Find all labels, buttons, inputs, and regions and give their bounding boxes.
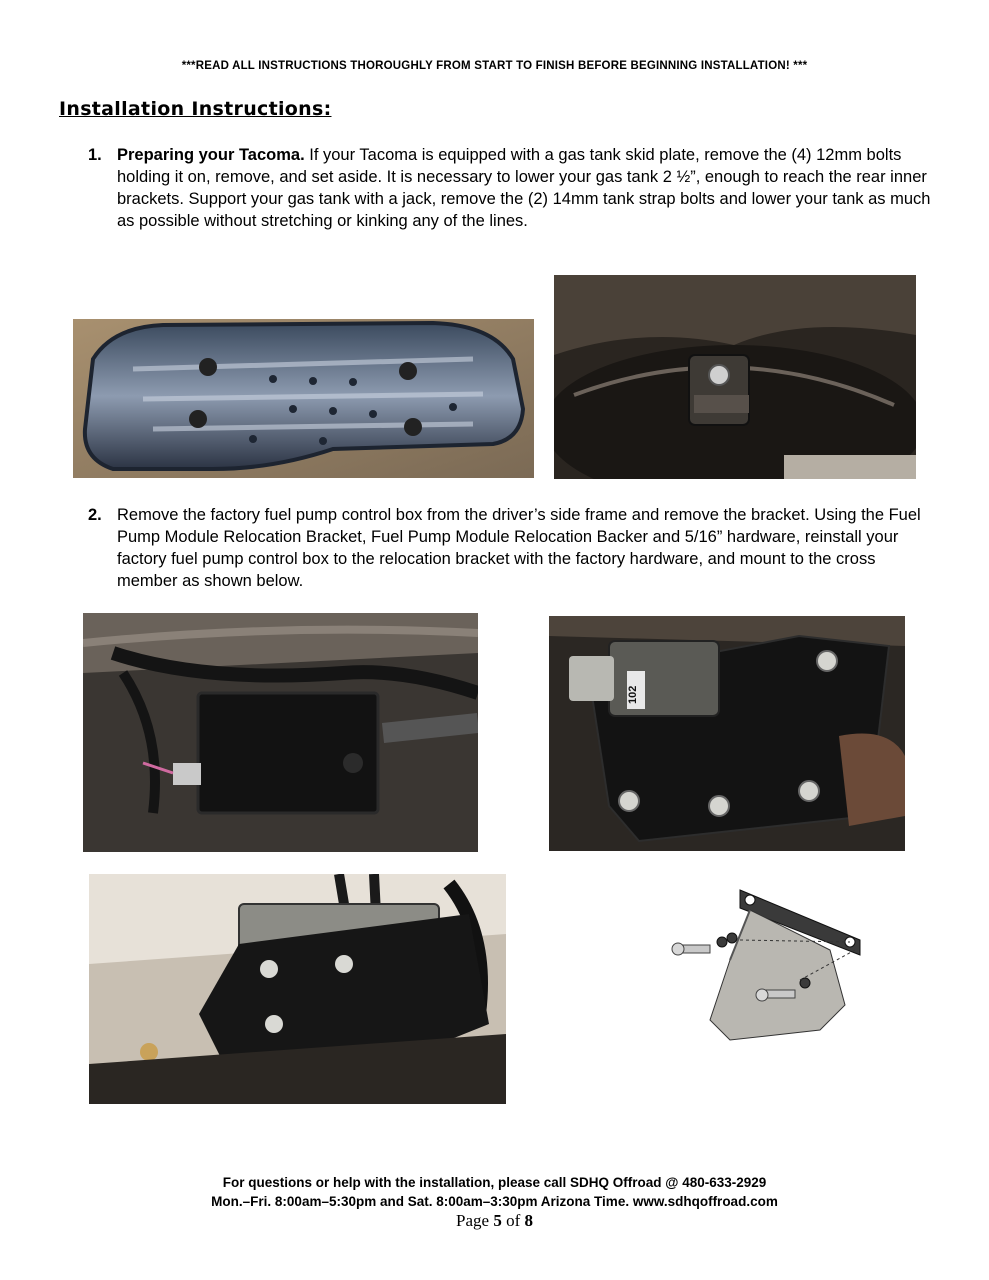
relocation-bracket-photo [549,616,905,851]
page-prefix: Page [456,1211,494,1230]
page-total: 8 [524,1211,533,1230]
section-title: Installation Instructions: [59,98,332,120]
skid-plate-photo [73,319,534,478]
page-current: 5 [493,1211,502,1230]
step-text: Remove the factory fuel pump control box from the driver’s side frame and remove the bracket. Using the Fuel Pump Module Relocation Bracket, Fuel Pump Module Relocation Backer and 5/16” hardware, reinstall your factory fuel pump control box to the relocation bracket with the factory hardware, and mount to the cross member as shown below. [117,506,921,590]
footer-contact: For questions or help with the installation, please call SDHQ Offroad @ 480-633-2929 [222,1175,767,1190]
bracket-diagram [670,880,870,1070]
step-1 [88,144,938,232]
fuel-pump-control-box-photo [83,613,478,852]
step-body [117,504,938,592]
step-number: 2. [88,506,102,524]
warning-banner: ***READ ALL INSTRUCTIONS THOROUGHLY FROM START TO FINISH BEFORE BEGINNING INSTALLATION! *** [181,60,808,72]
footer-hours: Mon.–Fri. 8:00am–5:30pm and Sat. 8:00am–3:30pm Arizona Time. www.sdhqoffroad.com [211,1194,778,1209]
tank-strap-photo [554,275,916,479]
page-number [0,1211,989,1231]
step-2 [88,504,938,592]
module-label: 102 [627,685,639,704]
page-separator: of [501,1211,525,1230]
step-text: If your Tacoma is equipped with a gas tank skid plate, remove the (4) 12mm bolts holding it on, remove, and set aside. It is necessary to lower your gas tank 2 ½”, enough to reach the rear inner brackets. Support your gas tank with a jack, remove the (2) 14mm tank strap bolts and lower your tank as much as possible without stretching or kinking any of the lines. [117,146,931,230]
step-number: 1. [88,146,102,164]
step-lead: Preparing your Tacoma. [117,146,305,164]
step-body [117,144,938,232]
bracket-side-photo [89,874,506,1104]
